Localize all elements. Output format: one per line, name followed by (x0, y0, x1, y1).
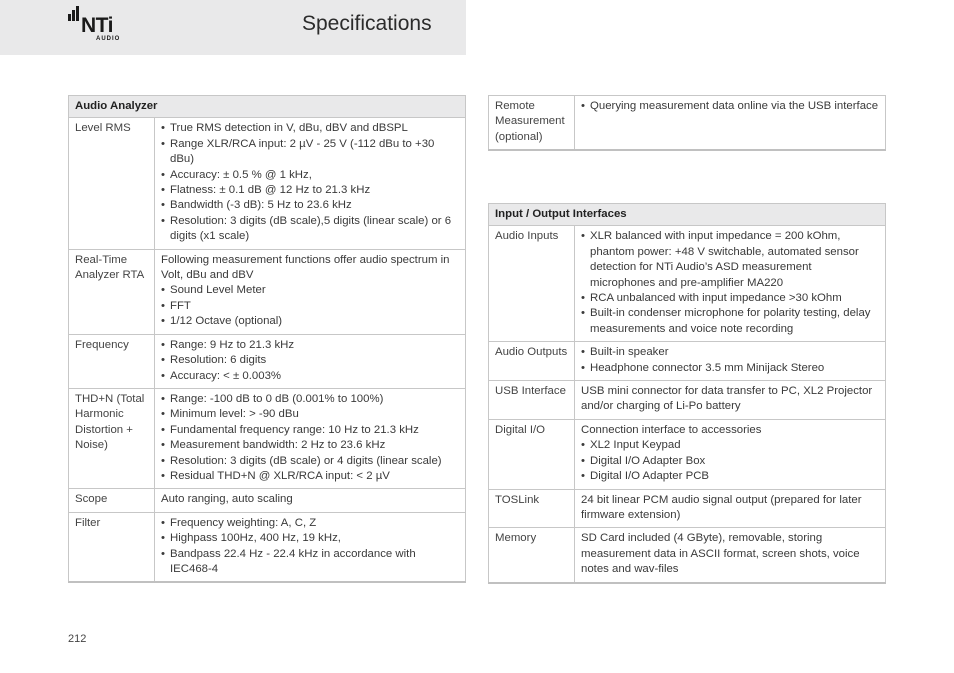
spec-bullet-item: • Range: 9 Hz to 21.3 kHz (161, 338, 459, 353)
header-band (0, 0, 466, 55)
spec-bullet-item: • Digital I/O Adapter PCB (581, 469, 879, 484)
spec-value (575, 419, 886, 489)
page-number: 212 (68, 633, 87, 645)
spec-text: Auto ranging, auto scaling (161, 493, 293, 506)
spec-text: Following measurement functions offer audio spectrum in Volt, dBu and dBV (161, 253, 450, 282)
audio-analyzer-table (68, 95, 466, 583)
spec-label: Filter (69, 512, 155, 582)
spec-bullet-item: • FFT (161, 299, 459, 314)
spec-bullet-item: • Resolution: 3 digits (dB scale) or 4 digits (linear scale) (161, 454, 459, 469)
spec-bullet-list (161, 516, 459, 578)
spec-text: 24 bit linear PCM audio signal output (prepared for later firmware extension) (581, 493, 862, 521)
spec-row (69, 334, 466, 388)
io-interfaces-heading: Input / Output Interfaces (489, 204, 886, 226)
spec-bullet-item: • Resolution: 3 digits (dB scale),5 digits (linear scale) or 6 digits (x1 scale) (161, 214, 459, 245)
spec-bullet-item: • Frequency weighting: A, C, Z (161, 516, 459, 531)
spec-value (155, 512, 466, 582)
spec-label: TOSLink (489, 489, 575, 528)
spec-row (489, 419, 886, 489)
spec-value (155, 118, 466, 249)
spec-bullet-item: • Range: -100 dB to 0 dB (0.001% to 100%) (161, 392, 459, 407)
spec-bullet-item: • XLR balanced with input impedance = 200 kOhm, phantom power: +48 V switchable, automated sensor detection for NTi Audio’s ASD measurement microphones and pre-amplifier MA220 (581, 229, 879, 291)
spec-value (155, 249, 466, 334)
spec-bullet-item: • Bandpass 22.4 Hz - 22.4 kHz in accordance with IEC468-4 (161, 547, 459, 578)
spec-label: Digital I/O (489, 419, 575, 489)
spec-bullet-item: • Range XLR/RCA input: 2 µV - 25 V (-112 dBu to +30 dBu) (161, 137, 459, 168)
spec-bullet-item: • Fundamental frequency range: 10 Hz to 21.3 kHz (161, 423, 459, 438)
spec-label: THD+N (Total Harmonic Distortion + Noise) (69, 388, 155, 488)
spec-value (575, 342, 886, 381)
spec-label: Memory (489, 528, 575, 583)
spec-bullet-item: • XL2 Input Keypad (581, 438, 879, 453)
spec-bullet-item: • Digital I/O Adapter Box (581, 454, 879, 469)
spec-value (575, 489, 886, 528)
spec-value (575, 528, 886, 583)
page-title: Specifications (302, 12, 432, 35)
spec-row (489, 381, 886, 420)
spec-row (489, 342, 886, 381)
spec-value (575, 226, 886, 342)
spec-value (575, 381, 886, 420)
remote-measurement-table (488, 95, 886, 151)
spec-bullet-item: • Minimum level: > -90 dBu (161, 407, 459, 422)
spec-value (155, 489, 466, 512)
spec-bullet-item: • Headphone connector 3.5 mm Minijack Stereo (581, 361, 879, 376)
spec-bullet-item: • True RMS detection in V, dBu, dBV and dBSPL (161, 121, 459, 136)
spec-bullet-item: • Measurement bandwidth: 2 Hz to 23.6 kHz (161, 438, 459, 453)
spec-row (489, 528, 886, 583)
spec-bullet-item: • RCA unbalanced with input impedance >30 kOhm (581, 291, 879, 306)
spec-text: Connection interface to accessories (581, 423, 762, 436)
nti-audio-logo (68, 14, 128, 44)
spec-bullet-list (161, 121, 459, 244)
spec-bullet-item: • Residual THD+N @ XLR/RCA input: < 2 µV (161, 469, 459, 484)
spec-bullet-list (161, 338, 459, 384)
spec-bullet-item: • Accuracy: ± 0.5 % @ 1 kHz, (161, 168, 459, 183)
spec-bullet-list (161, 392, 459, 484)
spec-bullet-item: • Bandwidth (-3 dB): 5 Hz to 23.6 kHz (161, 198, 459, 213)
spec-bullet-item: • Built-in condenser microphone for polarity testing, delay measurements and voice note recording (581, 306, 879, 337)
spec-bullet-list (581, 229, 879, 337)
spec-text: USB mini connector for data transfer to PC, XL2 Projector and/or charging of Li-Po battery (581, 385, 873, 413)
spec-bullet-item: • Accuracy: < ± 0.003% (161, 369, 459, 384)
spec-label: Frequency (69, 334, 155, 388)
spec-row (489, 489, 886, 528)
spec-row (69, 512, 466, 582)
spec-row (69, 489, 466, 512)
spec-bullet-item: • Built-in speaker (581, 345, 879, 360)
spec-bullet-list (161, 283, 459, 329)
audio-analyzer-heading: Audio Analyzer (69, 96, 466, 118)
spec-bullet-item: • Flatness: ± 0.1 dB @ 12 Hz to 21.3 kHz (161, 183, 459, 198)
spec-label: Level RMS (69, 118, 155, 249)
spec-bullet-list (581, 438, 879, 484)
spec-bullet-list (581, 99, 879, 114)
spec-label: USB Interface (489, 381, 575, 420)
spec-row (489, 226, 886, 342)
logo-text: NTi (81, 14, 113, 37)
spec-value (155, 388, 466, 488)
spec-label: Scope (69, 489, 155, 512)
spec-row (69, 118, 466, 249)
spec-text: SD Card included (4 GByte), removable, storing measurement data in ASCII format, screen shots, voice notes and wav-files (581, 532, 860, 576)
spec-row (489, 96, 886, 151)
spec-row (69, 388, 466, 488)
spec-bullet-item: • Resolution: 6 digits (161, 353, 459, 368)
spec-value (155, 334, 466, 388)
spec-bullet-item: • Querying measurement data online via the USB interface (581, 99, 879, 114)
spec-label: Real-Time Analyzer RTA (69, 249, 155, 334)
spec-bullet-item: • Highpass 100Hz, 400 Hz, 19 kHz, (161, 531, 459, 546)
spec-bullet-list (581, 345, 879, 376)
spec-value (575, 96, 886, 151)
spec-label: Audio Outputs (489, 342, 575, 381)
spec-bullet-item: • Sound Level Meter (161, 283, 459, 298)
spec-row (69, 249, 466, 334)
spec-label: Remote Measurement (optional) (489, 96, 575, 151)
spec-bullet-item: • 1/12 Octave (optional) (161, 314, 459, 329)
spec-label: Audio Inputs (489, 226, 575, 342)
logo-subtext: AUDIO (96, 36, 121, 42)
io-interfaces-table (488, 203, 886, 584)
